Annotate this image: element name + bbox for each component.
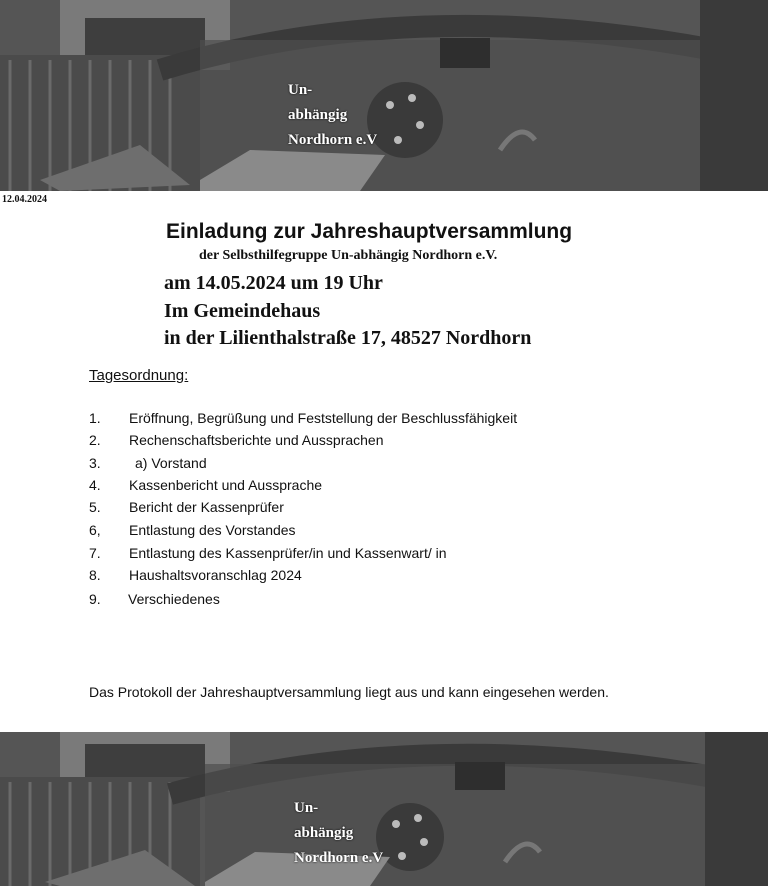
agenda-item-number: 4.	[89, 477, 101, 493]
agenda-item-text: Eröffnung, Begrüßung und Feststellung der Beschlussfähigkeit	[129, 410, 518, 426]
logo-line: Un-	[294, 800, 319, 816]
agenda-item-text: Kassenbericht und Aussprache	[129, 477, 323, 493]
logo-line: abhängig	[288, 107, 348, 123]
agenda-item-text: Rechenschaftsberichte und Aussprachen	[129, 432, 384, 448]
logo-line: Nordhorn e.V	[288, 132, 378, 148]
agenda-item-text: Haushaltsvoranschlag 2024	[129, 567, 302, 583]
agenda-item-number: 1.	[89, 410, 101, 426]
footer-photo	[0, 732, 768, 886]
agenda-item-text: Entlastung des Vorstandes	[129, 522, 296, 538]
logo-line: Nordhorn e.V	[294, 850, 384, 866]
logo-line: abhängig	[294, 825, 354, 841]
protocol-note: Das Protokoll der Jahreshauptversammlung liegt aus und kann eingesehen werden.	[89, 684, 609, 700]
agenda-item-number: 7.	[89, 545, 101, 561]
agenda-item-text: Entlastung des Kassenprüfer/in und Kassenwart/ in	[129, 545, 447, 561]
agenda-item-text: Bericht der Kassenprüfer	[129, 499, 284, 515]
document-title: Einladung zur Jahreshauptversammlung	[166, 220, 573, 243]
logo-line: Un-	[288, 82, 313, 98]
agenda-item-number: 2.	[89, 432, 101, 448]
agenda-item-text: Verschiedenes	[128, 591, 220, 607]
event-venue: Im Gemeindehaus	[164, 300, 321, 322]
agenda-item-number: 3.	[89, 455, 101, 471]
document-subtitle: der Selbsthilfegruppe Un-abhängig Nordhorn e.V.	[199, 248, 498, 263]
garden-photo-illustration	[0, 732, 768, 886]
association-logo-text	[294, 796, 383, 871]
agenda-item-number: 8.	[89, 567, 101, 583]
agenda-item-text: a) Vorstand	[135, 455, 207, 471]
document-date: 12.04.2024	[2, 194, 47, 205]
agenda-item-number: 5.	[89, 499, 101, 515]
header-photo	[0, 0, 768, 191]
association-logo-text	[288, 78, 377, 153]
agenda-item-number: 9.	[89, 591, 101, 607]
event-address: in der Lilienthalstraße 17, 48527 Nordhorn	[164, 327, 532, 349]
event-date-time: am 14.05.2024 um 19 Uhr	[164, 272, 383, 294]
garden-photo-illustration	[0, 0, 768, 191]
agenda-heading: Tagesordnung:	[89, 367, 189, 384]
agenda-item-number: 6,	[89, 522, 101, 538]
